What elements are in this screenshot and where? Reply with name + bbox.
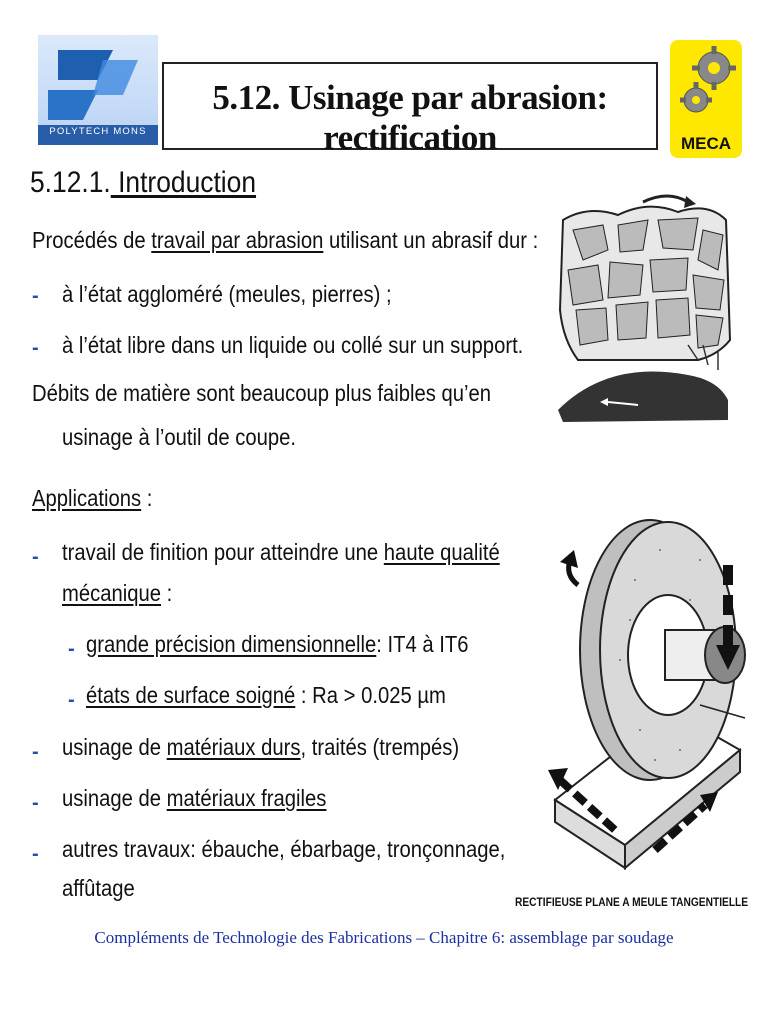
intro-line1-underlined: travail par abrasion (151, 227, 324, 253)
bullet-dash: - (32, 337, 39, 359)
app-sub2-underlined: états de surface soigné (86, 682, 296, 708)
meca-text: MECA (680, 134, 732, 153)
app-bullet1-line2 (62, 581, 172, 606)
applications-heading (32, 486, 152, 511)
intro-heading-number: 5.12.1. (30, 166, 111, 199)
app-bullet1-pre: travail de finition pour atteindre une (62, 539, 384, 565)
applications-heading-suffix: : (141, 485, 153, 511)
app-bullet1-post: : (161, 580, 173, 606)
app-bullet2-underlined: matériaux durs (166, 734, 301, 760)
intro-para-line1: Débits de matière sont beaucoup plus faibles qu’en (32, 380, 492, 406)
bullet-dash: - (32, 546, 39, 568)
surface-grinder-illustration (540, 500, 750, 890)
app-bullet1-underlined2: mécanique (62, 580, 162, 606)
app-sub1-post: : IT4 à IT6 (376, 631, 469, 657)
bullet-dash: - (32, 285, 39, 307)
intro-line1 (32, 228, 538, 253)
app-sub2 (86, 683, 446, 708)
gears-icon (670, 40, 742, 140)
intro-line1-pre: Procédés de (32, 227, 152, 253)
bullet-dash: - (32, 843, 39, 865)
bullet-dash: - (32, 741, 39, 763)
intro-para-line2: usinage à l’outil de coupe. (62, 424, 297, 450)
app-sub1-underlined: grande précision dimensionnelle (86, 631, 377, 657)
app-bullet3 (62, 786, 326, 811)
sub-bullet-dash: - (68, 638, 75, 660)
intro-heading-text: Introduction (110, 166, 257, 199)
logo-text: POLYTECH MONS (49, 126, 147, 137)
footer: Compléments de Technologie des Fabrications – Chapitre 6: assemblage par soudage (94, 928, 674, 947)
app-bullet1-line1 (62, 540, 500, 565)
meca-logo (670, 40, 742, 158)
app-bullet3-pre: usinage de (62, 785, 167, 811)
bullet-dash: - (32, 792, 39, 814)
page-title: 5.12. Usinage par abrasion: rectification (212, 78, 608, 157)
applications-heading-text: Applications (32, 485, 142, 511)
intro-line1-post: utilisant un abrasif dur : (323, 227, 539, 253)
figure-caption: RECTIFIEUSE PLANE A MEULE TANGENTIELLE (515, 895, 749, 909)
abrasive-grain-illustration (548, 190, 738, 430)
intro-heading (30, 166, 256, 200)
intro-bullet1: à l’état aggloméré (meules, pierres) ; (62, 281, 392, 307)
app-bullet4-line1: autres travaux: ébauche, ébarbage, tronçonnage, (62, 836, 506, 862)
app-bullet4-line2: affûtage (62, 875, 135, 901)
app-bullet2 (62, 735, 459, 760)
app-bullet2-pre: usinage de (62, 734, 167, 760)
intro-bullet2: à l’état libre dans un liquide ou collé sur un support. (62, 332, 524, 358)
title-box (162, 62, 658, 157)
polytech-logo (38, 35, 158, 145)
app-sub1 (86, 632, 469, 657)
app-bullet2-post: , traités (trempés) (300, 734, 460, 760)
sub-bullet-dash: - (68, 689, 75, 711)
app-sub2-post: : Ra > 0.025 µm (295, 682, 446, 708)
app-bullet3-underlined: matériaux fragiles (166, 785, 327, 811)
app-bullet1-underlined1: haute qualité (383, 539, 500, 565)
